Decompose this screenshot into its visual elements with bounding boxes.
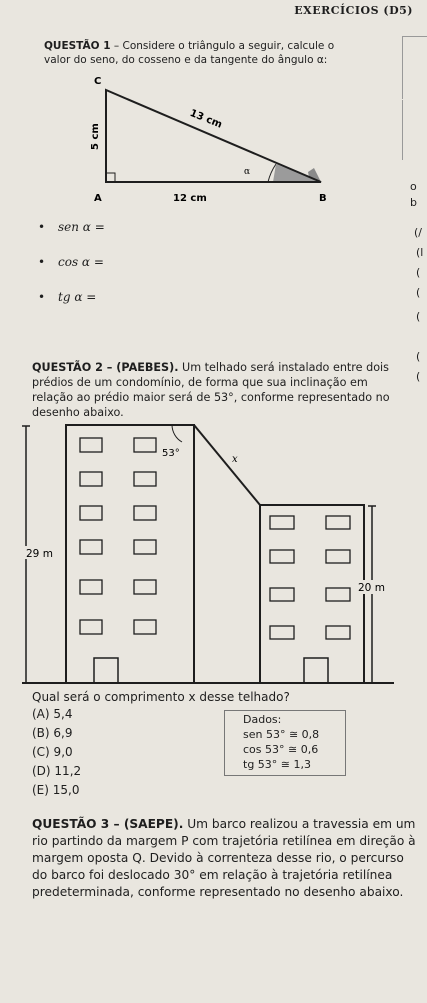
- q1-statement-line2: valor do seno, do cosseno e da tangente do ângulo α:: [44, 54, 328, 66]
- q1-item-sin: • sen α =: [58, 220, 105, 234]
- q2-buildings-figure: [22, 420, 394, 690]
- dados-cos: cos 53° ≅ 0,6: [243, 743, 319, 756]
- q2-question: Qual será o comprimento x desse telhado?: [32, 690, 290, 704]
- edge-fragment-8: (: [416, 370, 421, 383]
- q1-title: QUESTÃO 1: [44, 40, 111, 52]
- q2-option-b: (B) 6,9: [32, 726, 73, 740]
- q1-item-tan: • tg α =: [58, 290, 96, 304]
- next-page-edge-box: [402, 36, 427, 99]
- tall-building-windows: [80, 438, 156, 634]
- vertex-a-label: A: [94, 193, 102, 204]
- q2-option-d: (D) 11,2: [32, 764, 82, 778]
- q3-text: Um barco realizou a travessia em um rio partindo da margem P com trajetória retilínea em direção à margem oposta Q. Devido à correnteza desse rio, o percurso do barco foi deslocado 30° em relação à trajetória retilínea predeterminada, conforme representado no desenho abaixo.: [32, 817, 416, 899]
- q3-title: QUESTÃO 3 – (SAEPE).: [32, 817, 184, 831]
- q1-statement-line1: [44, 40, 404, 52]
- edge-fragment-7: (: [416, 350, 421, 363]
- horizontal-leg-label: 12 cm: [173, 193, 207, 204]
- edge-fragment-1: b: [410, 196, 417, 209]
- short-building-door: [304, 658, 328, 683]
- edge-fragment-3: (l: [416, 246, 424, 259]
- short-building-windows: [270, 516, 350, 639]
- edge-fragment-0: o: [410, 180, 417, 193]
- dados-title: Dados:: [243, 713, 282, 726]
- q3-statement: [32, 816, 420, 901]
- right-angle-mark: [106, 173, 115, 182]
- right-height-label: 20 m: [358, 582, 385, 594]
- edge-fragment-4: (: [416, 266, 421, 279]
- q2-text: Um telhado será instalado entre dois prédios de um condomínio, de forma que sua inclinação em relação ao prédio maior será de 53°, conforme representado no desenho abaixo.: [32, 361, 390, 419]
- roof-line-x: [194, 425, 260, 505]
- edge-fragment-2: (/: [414, 226, 422, 239]
- edge-fragment-5: (: [416, 286, 421, 299]
- q2-option-e: (E) 15,0: [32, 783, 80, 797]
- q2-option-c: (C) 9,0: [32, 745, 73, 759]
- vertex-c-label: C: [94, 76, 102, 87]
- edge-fragment-6: (: [416, 310, 421, 323]
- q1-text: – Considere o triângulo a seguir, calcule o: [113, 40, 335, 52]
- q1-triangle-figure: [76, 70, 336, 210]
- roof-length-x-label: x: [232, 454, 238, 465]
- next-page-edge-box2: [402, 100, 427, 160]
- roof-angle-arc: [172, 425, 182, 442]
- roof-angle-label: 53°: [162, 448, 180, 459]
- dados-sen: sen 53° ≅ 0,8: [243, 728, 320, 741]
- q2-title: QUESTÃO 2 – (PAEBES).: [32, 361, 179, 374]
- angle-alpha-label: α: [244, 167, 251, 177]
- short-building: [260, 505, 364, 683]
- q1-item-cos: • cos α =: [58, 255, 104, 269]
- q2-statement: [32, 360, 392, 420]
- left-height-label: 29 m: [26, 548, 53, 560]
- vertical-leg-label: 5 cm: [90, 123, 101, 150]
- q2-dados-box: [224, 710, 346, 776]
- page-header-title: EXERCÍCIOS (D5): [294, 4, 413, 17]
- hypotenuse-label: 13 cm: [188, 107, 224, 131]
- tall-building-door: [94, 658, 118, 683]
- vertex-b-label: B: [319, 193, 327, 204]
- dados-tg: tg 53° ≅ 1,3: [243, 758, 311, 771]
- q2-option-a: (A) 5,4: [32, 707, 73, 721]
- triangle-shape: [106, 90, 321, 182]
